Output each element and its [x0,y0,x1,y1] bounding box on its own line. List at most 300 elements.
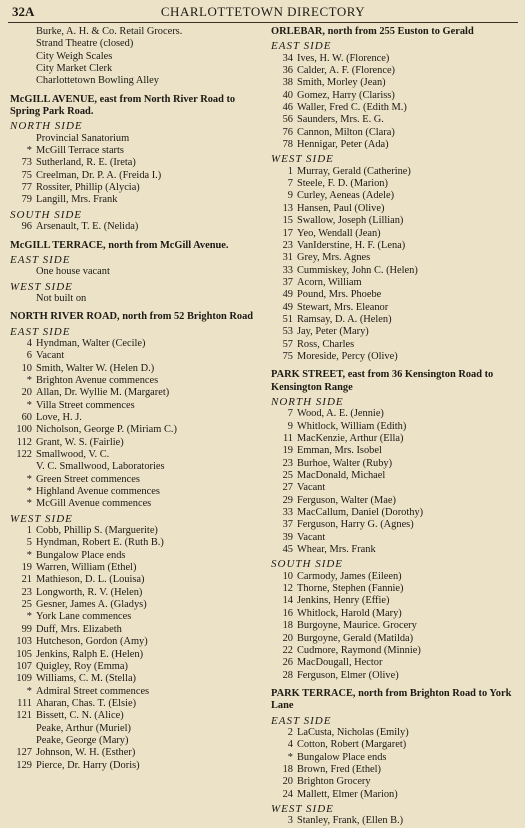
resident-name: Pierce, Dr. Harry (Doris) [36,759,140,771]
resident-name: Hansen, Paul (Olive) [297,202,385,214]
house-number: 27 [282,482,293,494]
house-number: 15 [282,215,293,227]
directory-entry [10,747,262,759]
directory-entry [271,645,519,657]
house-number: 21 [21,574,32,586]
resident-name: Murray, Gerald (Catherine) [297,165,411,177]
resident-name: Steele, F. D. (Marion) [297,178,388,190]
resident-name: Waller, Fred C. (Edith M.) [297,102,407,114]
house-number: 20 [282,776,293,788]
directory-entry [10,63,262,75]
resident-name: Yeo, Wendall (Jean) [297,227,381,239]
resident-name: Allan, Dr. Wyllie M. (Margaret) [36,387,170,399]
house-number: 112 [16,436,32,448]
street-heading: McGILL TERRACE, north from McGill Avenue. [10,239,229,251]
directory-entry [271,608,519,620]
directory-entry [271,583,519,595]
house-number: 105 [16,648,32,660]
resident-name: Brown, Fred (Ethel) [297,763,381,775]
directory-entry [271,102,519,114]
house-number: 28 [282,669,293,681]
house-number: 33 [282,507,293,519]
house-number: 20 [21,387,32,399]
directory-entry [10,735,262,747]
house-number: 40 [282,89,293,101]
street-heading: PARK STREET, east from 36 Kensington Road to Kensington Range [271,369,494,393]
resident-name: Stanley, Frank, (Ellen B.) [297,815,404,827]
resident-name: Hyndman, Walter (Cecile) [36,337,146,349]
resident-name: Jay, Peter (Mary) [297,326,369,338]
house-number: 10 [282,570,293,582]
directory-entry [10,424,262,436]
house-number: 13 [282,202,293,214]
directory-entry [271,433,519,445]
resident-name: Curley, Aeneas (Adele) [297,190,395,202]
directory-entry [271,421,519,433]
house-number: 103 [16,636,32,648]
directory-entry [271,458,519,470]
resident-name: Vacant [297,531,326,543]
resident-name: Thorne, Stephen (Fannie) [297,583,404,595]
resident-name: Burhoe, Walter (Ruby) [297,457,393,469]
directory-entry [271,127,519,139]
directory-entry [10,710,262,722]
resident-name: Vacant [297,482,326,494]
side-heading: WEST SIDE [10,512,73,525]
directory-entry [10,587,262,599]
directory-entry [271,326,519,338]
side-heading: EAST SIDE [10,253,71,266]
house-number: 26 [282,657,293,669]
resident-name: One house vacant [36,266,110,278]
directory-entry [271,178,519,190]
house-number: 51 [282,313,293,325]
house-number: 49 [282,289,293,301]
side-heading: EAST SIDE [271,40,332,53]
resident-name: Pound, Mrs. Phoebe [297,289,382,301]
street-marker: * [287,751,293,763]
resident-name: Whitlock, Harold (Mary) [297,607,402,619]
directory-entry [10,412,262,424]
directory-entry [10,486,262,498]
resident-name: Ferguson, Walter (Mae) [297,494,396,506]
house-number: 109 [16,673,32,685]
directory-entry [271,252,519,264]
resident-name: Burgoyne, Gerald (Matilda) [297,632,414,644]
directory-entry [10,293,262,305]
street-heading: NORTH RIVER ROAD, north from 52 Brighton Road [10,311,254,323]
resident-name: Strand Theatre (closed) [36,38,134,50]
directory-entry [271,532,519,544]
house-number: 37 [282,276,293,288]
house-number: 127 [16,747,32,759]
directory-entry [271,764,519,776]
directory-entry [10,387,262,399]
resident-name: Smith, Morley (Jean) [297,77,386,89]
resident-name: Ives, H. W. (Florence) [297,52,390,64]
resident-name: Calder, A. F. (Florence) [297,65,396,77]
resident-name: Arsenault, T. E. (Nelida) [36,221,139,233]
resident-name: Bungalow Place ends [36,549,126,561]
house-number: 4 [26,337,32,349]
resident-name: Emman, Mrs. Isobel [297,445,382,457]
directory-entry [271,470,519,482]
directory-entry [10,221,262,233]
directory-entry [10,624,262,636]
house-number: 75 [21,169,32,181]
house-number: 4 [287,739,293,751]
resident-name: Green Street commences [36,473,140,485]
directory-entry [271,519,519,531]
directory-entry [271,571,519,583]
resident-name: Villa Street commences [36,399,135,411]
resident-name: Warren, William (Ethel) [36,562,137,574]
directory-entry [271,166,519,178]
directory-entry [271,314,519,326]
directory-entry [271,65,519,77]
resident-name: Johnson, W. H. (Esther) [36,747,136,759]
directory-entry [271,633,519,645]
directory-entry [271,408,519,420]
house-number: 34 [282,52,293,64]
resident-name: Whitlock, William (Edith) [297,420,407,432]
directory-entry [10,449,262,461]
directory-entry [271,620,519,632]
directory-entry [10,723,262,735]
resident-name: City Market Clerk [36,63,113,75]
directory-entry [271,302,519,314]
resident-name: Brighton Avenue commences [36,374,159,386]
resident-name: Creelman, Dr. P. A. (Freida I.) [36,169,162,181]
resident-name: Burke, A. H. & Co. Retail Grocers. [36,26,183,37]
directory-entry [271,752,519,764]
resident-name: Grey, Mrs. Agnes [297,252,371,264]
resident-name: Aharan, Chas. T. (Elsie) [36,697,137,709]
resident-name: Mathieson, D. L. (Louisa) [36,574,145,586]
resident-name: Acorn, William [297,276,362,288]
resident-name: Carmody, James (Eileen) [297,570,402,582]
house-number: 18 [282,763,293,775]
resident-name: Cobb, Phillip S. (Marguerite) [36,525,158,537]
resident-name: Bungalow Place ends [297,751,387,763]
directory-entry [10,266,262,278]
street-heading: McGILL AVENUE, east from North River Road to Spring Park Road. [10,93,236,118]
house-number: 9 [287,190,293,202]
resident-name: MacDougall, Hector [297,657,383,669]
directory-entry [271,203,519,215]
house-number: 99 [21,623,32,635]
resident-name: Moreside, Percy (Olive) [297,350,398,362]
house-number: 5 [26,537,32,549]
resident-name: Peake, Arthur (Muriel) [36,722,131,734]
directory-entry [10,599,262,611]
directory-entry [10,636,262,648]
house-number: 25 [21,599,32,611]
directory-entry [10,474,262,486]
resident-name: Vacant [36,350,65,362]
directory-entry [271,90,519,102]
house-number: 17 [282,227,293,239]
resident-name: Ross, Charles [297,338,355,350]
street-marker: * [26,145,32,157]
street-marker: * [26,549,32,561]
resident-name: Provincial Sanatorium [36,132,130,144]
house-number: 19 [282,445,293,457]
directory-entry [271,190,519,202]
left-column [10,26,262,772]
house-number: 96 [21,221,32,233]
house-number: 22 [282,644,293,656]
directory-entry [10,400,262,412]
resident-name: Cummiskey, John C. (Helen) [297,264,418,276]
resident-name: Ferguson, Harry G. (Agnes) [297,519,414,531]
directory-entry [271,789,519,801]
directory-entry [10,350,262,362]
directory-entry [271,670,519,682]
side-heading: EAST SIDE [271,714,332,727]
resident-name: Sutherland, R. E. (Ireta) [36,157,136,169]
directory-entry [10,75,262,87]
house-number: 75 [282,350,293,362]
directory-entry [10,38,262,50]
house-number: 49 [282,301,293,313]
house-number: 7 [287,178,293,190]
directory-entry [271,776,519,788]
directory-entry [10,461,262,473]
directory-entry [10,498,262,510]
house-number: 23 [282,239,293,251]
directory-entry [271,215,519,227]
house-number: 11 [282,433,293,444]
resident-name: Jenkins, Henry (Effie) [297,595,390,607]
directory-entry [10,673,262,685]
house-number: 38 [282,77,293,89]
resident-name: Hennigar, Peter (Ada) [297,139,389,151]
street-heading: ORLEBAR, north from 255 Euston to Gerald [271,26,474,37]
resident-name: Saunders, Mrs. E. G. [297,114,384,126]
side-heading: WEST SIDE [10,280,73,293]
resident-name: Not built on [36,292,87,304]
house-number: 31 [282,252,293,264]
street-marker: * [26,486,32,498]
right-column [271,26,519,828]
directory-entry [271,445,519,457]
side-heading: NORTH SIDE [271,395,344,408]
street-marker: * [26,374,32,386]
directory-entry [10,437,262,449]
side-heading: SOUTH SIDE [10,208,83,221]
house-number: 18 [282,620,293,632]
resident-name: Cudmore, Raymond (Minnie) [297,644,421,656]
directory-entry [271,228,519,240]
resident-name: Jenkins, Ralph E. (Helen) [36,648,144,660]
house-number: 25 [282,470,293,482]
page-number: 32A [12,4,35,19]
resident-name: Smith, Walter W. (Helen D.) [36,362,155,374]
house-number: 78 [282,139,293,151]
house-number: 29 [282,494,293,506]
resident-name: MacCallum, Daniel (Dorothy) [297,507,424,519]
directory-entry [271,240,519,252]
resident-name: Smallwood, V. C. [36,449,110,460]
house-number: 33 [282,264,293,276]
resident-name: Hyndman, Robert E. (Ruth B.) [36,537,164,549]
directory-entry [10,51,262,63]
directory-entry [10,661,262,673]
house-number: 57 [282,338,293,350]
directory-entry [10,698,262,710]
directory-entry [271,77,519,89]
side-heading: SOUTH SIDE [271,558,344,571]
street-marker: * [26,399,32,411]
directory-entry [10,611,262,623]
directory-entry [10,26,262,38]
house-number: 122 [16,449,32,460]
resident-name: Williams, C. M. (Stella) [36,673,137,685]
directory-entry [10,157,262,169]
house-number: 36 [282,65,293,77]
house-number: 1 [287,165,293,177]
resident-name: Quigley, Roy (Emma) [36,660,128,672]
resident-name: Peake, George (Mary) [36,734,129,746]
resident-name: Highland Avenue commences [36,486,160,498]
house-number: 53 [282,326,293,338]
house-number: 77 [21,182,32,194]
resident-name: Bissett, C. N. (Alice) [36,710,124,722]
house-number: 60 [21,411,32,423]
resident-name: McGill Terrace starts [36,145,124,157]
street-marker: * [26,611,32,623]
directory-entry [10,525,262,537]
house-number: 9 [287,420,293,432]
directory-entry [271,657,519,669]
resident-name: Hutcheson, Gordon (Amy) [36,636,148,648]
directory-entry [271,339,519,351]
directory-entry [271,815,519,827]
directory-entry [10,194,262,206]
house-number: 46 [282,102,293,114]
resident-name: VanIderstine, H. F. (Lena) [297,239,406,251]
resident-name: Rossiter, Phillip (Alycia) [36,182,140,194]
house-number: 129 [16,759,32,771]
resident-name: Gesner, James A. (Gladys) [36,599,147,611]
street-marker: * [26,473,32,485]
directory-entry [10,760,262,772]
directory-entry [271,139,519,151]
directory-entry [271,53,519,65]
street-marker: * [26,498,32,510]
directory-entry [271,544,519,556]
house-number: 19 [21,562,32,574]
house-number: 79 [21,194,32,206]
house-number: 6 [26,350,32,362]
directory-entry [271,277,519,289]
house-number: 16 [282,607,293,619]
resident-name: LaCusta, Nicholas (Emily) [297,726,409,738]
resident-name: Love, H. J. [36,411,82,423]
house-number: 20 [282,632,293,644]
resident-name: Charlottetown Bowling Alley [36,75,159,87]
house-number: 3 [287,815,293,827]
side-heading: WEST SIDE [271,802,334,815]
resident-name: Stewart, Mrs. Eleanor [297,301,389,313]
directory-entry [10,686,262,698]
resident-name: Burgoyne, Maurice. Grocery [297,620,417,632]
resident-name: Ferguson, Elmer (Olive) [297,669,399,681]
resident-name: Ramsay, D. A. (Helen) [297,313,392,325]
house-number: 76 [282,126,293,138]
directory-entry [271,114,519,126]
house-number: 100 [16,424,32,436]
directory-entry [10,182,262,194]
directory-entry [10,574,262,586]
house-number: 73 [21,157,32,169]
resident-name: Grant, W. S. (Fairlie) [36,436,124,448]
resident-name: Cotton, Robert (Margaret) [297,739,407,751]
directory-entry [271,727,519,739]
house-number: 23 [282,457,293,469]
street-heading: PARK TERRACE, north from Brighton Road to York Lane [271,687,512,712]
house-number: 111 [17,697,32,709]
house-number: 56 [282,114,293,126]
resident-name: McGill Avenue commences [36,498,152,510]
resident-name: Wood, A. E. (Jennie) [297,408,384,420]
house-number: 37 [282,519,293,531]
house-number: 121 [16,710,32,722]
house-number: 45 [282,544,293,556]
directory-entry [10,170,262,182]
resident-name: Whear, Mrs. Frank [297,544,376,556]
directory-entry [10,537,262,549]
directory-entry [271,739,519,751]
directory-entry [271,351,519,363]
resident-name: Mallett, Elmer (Marion) [297,788,398,800]
resident-name: Brighton Grocery [297,776,371,788]
directory-title: CHARLOTTETOWN DIRECTORY [160,4,366,19]
side-heading: EAST SIDE [10,325,71,338]
directory-entry [10,649,262,661]
house-number: 10 [21,362,32,374]
resident-name: MacKenzie, Arthur (Ella) [297,433,404,444]
directory-entry [271,495,519,507]
page-header [8,4,518,23]
house-number: 23 [21,586,32,598]
house-number: 2 [287,726,293,738]
resident-name: Langill, Mrs. Frank [36,194,118,206]
resident-name: Gomez, Harry (Clariss) [297,89,395,101]
resident-name: Admiral Street commences [36,685,150,697]
house-number: 1 [26,525,32,537]
house-number: 24 [282,788,293,800]
directory-entry [10,375,262,387]
resident-name: City Weigh Scales [36,50,113,62]
house-number: 14 [282,595,293,607]
resident-name: Duff, Mrs. Elizabeth [36,623,122,635]
directory-entry [10,145,262,157]
directory-entry [10,133,262,145]
directory-entry [10,363,262,375]
resident-name: V. C. Smallwood, Laboratories [36,461,165,473]
directory-entry [10,338,262,350]
house-number: 7 [287,408,293,420]
resident-name: Swallow, Joseph (Lillian) [297,215,404,227]
side-heading: WEST SIDE [271,153,334,166]
house-number: 39 [282,531,293,543]
side-heading: NORTH SIDE [10,120,83,133]
directory-entry [271,595,519,607]
directory-entry [271,265,519,277]
directory-entry [271,482,519,494]
